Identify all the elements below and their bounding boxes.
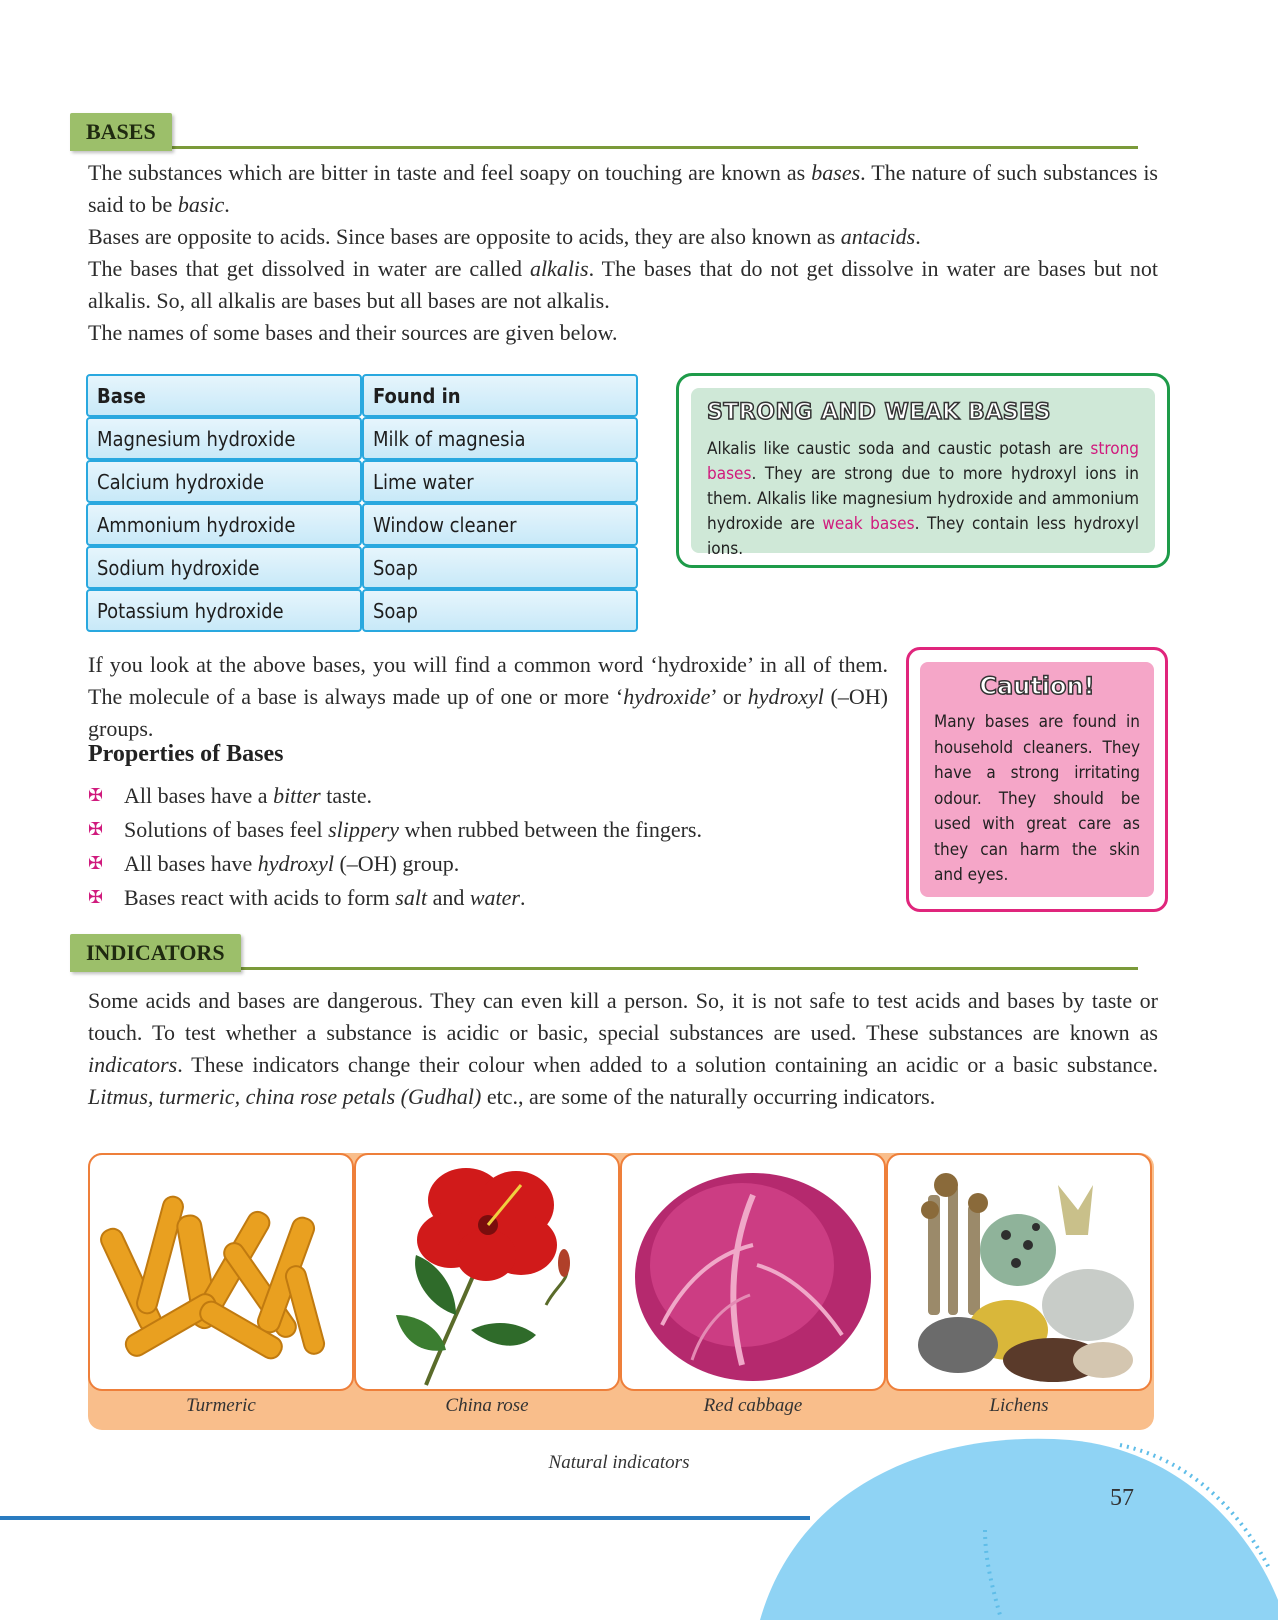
table-row [86,460,638,503]
intro-paragraph-3: The bases that get dissolved in water are called alkalis. The bases that do not get dissolve in water are bases but not alkalis. So, all alkalis are bases but all bases are not alkalis. [88,256,1158,313]
red-cabbage-caption: Red cabbage [703,1395,803,1416]
strong-weak-bases-box [676,373,1170,568]
intro-paragraph-1: The substances which are bitter in taste and feel soapy on touching are known as bases. The nature of such substances is said to be basic. [88,160,1158,217]
china-rose-caption: China rose [445,1395,529,1416]
maltese-cross-icon: ✠ [88,853,104,874]
indicators-heading: INDICATORS [70,934,241,972]
gallery-caption: Natural indicators [548,1452,690,1473]
bases-heading: BASES [70,113,172,151]
table-cell: Soap [362,589,638,632]
table-cell: Soap [362,546,638,589]
table-cell: Potassium hydroxide [86,589,362,632]
caution-box [906,647,1168,912]
table-cell: Sodium hydroxide [86,546,362,589]
bases-section-rule [160,146,1138,149]
lichens-image [886,1153,1152,1391]
table-cell: Milk of magnesia [362,417,638,460]
intro-paragraph-2: Bases are opposite to acids. Since bases are opposite to acids, they are also known as antacids. [88,224,921,249]
decorative-wave [740,1420,1278,1620]
footer-rule [0,1516,810,1520]
hydroxide-paragraph: If you look at the above bases, you will find a common word ‘hydroxide’ in all of them. The molecule of a base is always made up of one or more ‘hydroxide’ or hydroxyl (–OH) groups. [88,652,888,741]
indicators-paragraph: Some acids and bases are dangerous. They can even kill a person. So, it is not safe to test acids and bases by taste or touch. To test whether a substance is acidic or basic, special substances are used. These substances are known as indicators. These indicators change their colour when added to a solution containing an acidic or a basic substance. Litmus, turmeric, china rose petals (Gudhal) etc., are some of the naturally occurring indicators. [88,988,1158,1109]
intro-paragraph-4: The names of some bases and their sources are given below. [88,320,618,345]
table-header-base: Base [86,374,362,417]
table-cell: Lime water [362,460,638,503]
list-item: ✠ All bases have hydroxyl (–OH) group. [88,847,702,881]
properties-heading: Properties of Bases [88,741,284,767]
table-cell: Window cleaner [362,503,638,546]
maltese-cross-icon: ✠ [88,785,104,806]
table-row [86,417,638,460]
china-rose-image [354,1153,620,1391]
turmeric-caption: Turmeric [186,1395,256,1416]
indicators-section-header [70,934,1138,972]
list-item: ✠ Solutions of bases feel slippery when rubbed between the fingers. [88,813,702,847]
bases-section-header [70,113,1138,151]
caution-inner [920,662,1154,897]
list-item: ✠ Bases react with acids to form salt and water. [88,881,702,915]
indicators-gallery [88,1153,1154,1430]
table-header-found-in: Found in [362,374,638,417]
bases-intro [88,157,1158,349]
table-cell: Ammonium hydroxide [86,503,362,546]
red-cabbage-image [620,1153,886,1391]
list-item: ✠ All bases have a bitter taste. [88,779,702,813]
table-row [86,589,638,632]
properties-list [88,779,702,915]
table-cell: Magnesium hydroxide [86,417,362,460]
strong-weak-bases-inner [691,388,1155,559]
indicators-section-rule [240,967,1138,970]
table-row [86,503,638,546]
table-row [86,546,638,589]
maltese-cross-icon: ✠ [88,887,104,908]
table-cell: Calcium hydroxide [86,460,362,503]
table-header-row [86,374,638,417]
page-number: 57 [1110,1485,1134,1511]
bases-table [86,374,638,632]
caution-title: Caution! [979,672,1095,700]
maltese-cross-icon: ✠ [88,819,104,840]
strong-weak-bases-text: Alkalis like caustic soda and caustic potash are strong bases. They are strong due to more hydroxyl ions in them. Alkalis like magnesium hydroxide and ammonium hydroxide are weak bases. They contain less hydroxyl ions. [707,439,1140,559]
caution-text: Many bases are found in household cleaners. They have a strong irritating odour. They should be used with great care as they can harm the skin and eyes. [934,712,1140,885]
turmeric-image [88,1153,354,1391]
lichens-caption: Lichens [989,1395,1049,1416]
strong-weak-bases-title: STRONG AND WEAK BASES [707,400,1052,425]
